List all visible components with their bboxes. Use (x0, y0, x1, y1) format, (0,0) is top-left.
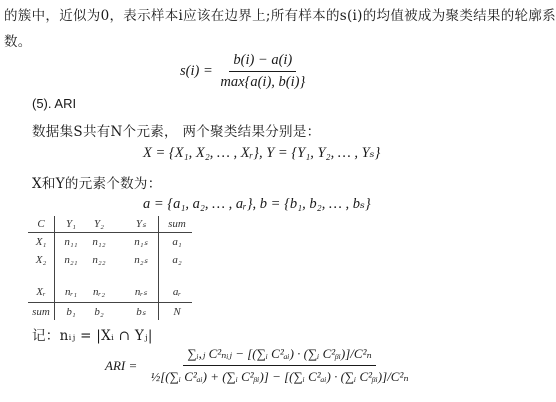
table-cell: a₁ (172, 236, 182, 248)
ari-numerator: ∑ᵢ,ⱼ C²ₙᵢⱼ − [(∑ᵢ C²ₐᵢ) · (∑ᵢ C²ᵦᵢ)]/C²ₙ (183, 346, 375, 366)
paragraph-line-1: 的簇中，近似为0，表示样本i应该在边界上;所有样本的s(i)的均值被成为聚类结果的轮廓系 (4, 8, 556, 24)
table-header-cell: Y₁ (66, 218, 76, 230)
table-cell: n₁ₛ (134, 236, 148, 248)
table-header-rule (28, 232, 192, 233)
table-header-cell: sum (168, 218, 186, 230)
ari-fraction (146, 346, 412, 385)
table-cell: nᵣ₂ (92, 286, 106, 298)
table-cell: n₂₂ (92, 254, 106, 266)
counts-formula: a = {a₁, a₂, … , aᵣ}, b = {b₁, b₂, … , bₛ} (143, 196, 371, 212)
table-header-cell: Y₂ (94, 218, 104, 230)
silhouette-lhs: s(i) = (180, 62, 213, 79)
table-header-cell: Yₛ (135, 218, 147, 230)
table-cell: n₁₁ (64, 236, 78, 248)
table-cell: X₂ (35, 254, 47, 266)
dataset-line: 数据集S共有N个元素， 两个聚类结果分别是： (32, 124, 321, 140)
table-cell: n₁₂ (92, 236, 106, 248)
table-row-label-rule (54, 216, 55, 320)
table-cell: aᵣ (172, 286, 182, 298)
ari-lhs: ARI = (105, 357, 138, 373)
ari-formula (105, 346, 413, 385)
table-footer-cell: sum (32, 306, 50, 318)
table-cell: n₂₁ (64, 254, 78, 266)
table-cell: Xᵣ (36, 286, 46, 298)
note-line: 记：nᵢⱼ = |Xᵢ ∩ Yⱼ| (32, 328, 153, 344)
silhouette-numerator: b(i) − a(i) (229, 52, 296, 72)
sets-formula: X = {X₁, X₂, … , Xᵣ}, Y = {Y₁, Y₂, … , Yₛ} (143, 145, 381, 161)
table-sum-column-rule (158, 216, 159, 320)
contingency-table (28, 216, 192, 320)
count-line: X和Y的元素个数为： (32, 176, 162, 192)
table-cell: nᵣₛ (134, 286, 148, 298)
table-cell: a₂ (172, 254, 182, 266)
table-footer-cell: b₁ (66, 306, 76, 318)
table-footer-cell: b₂ (94, 306, 104, 318)
table-cell: X₁ (35, 236, 47, 248)
table-cell: n₂ₛ (134, 254, 148, 266)
table-footer-cell: N (173, 306, 181, 318)
table-footer-rule (28, 302, 192, 303)
silhouette-denominator: max{a(i), b(i)} (220, 74, 306, 90)
silhouette-formula (180, 52, 309, 91)
table-cell: nᵣ₁ (64, 286, 78, 298)
paragraph-line-2: 数。 (4, 34, 32, 50)
ari-denominator: ½[(∑ᵢ C²ₐᵢ) + (∑ᵢ C²ᵦᵢ)] − [(∑ᵢ C²ₐᵢ) · (∑ᵢ C²ᵦᵢ)]/C²ₙ (150, 369, 409, 384)
table-footer-cell: bₛ (136, 306, 146, 318)
table-header-cell: C (37, 218, 45, 230)
silhouette-fraction (216, 52, 309, 91)
section-heading: (5). ARI (32, 96, 77, 111)
